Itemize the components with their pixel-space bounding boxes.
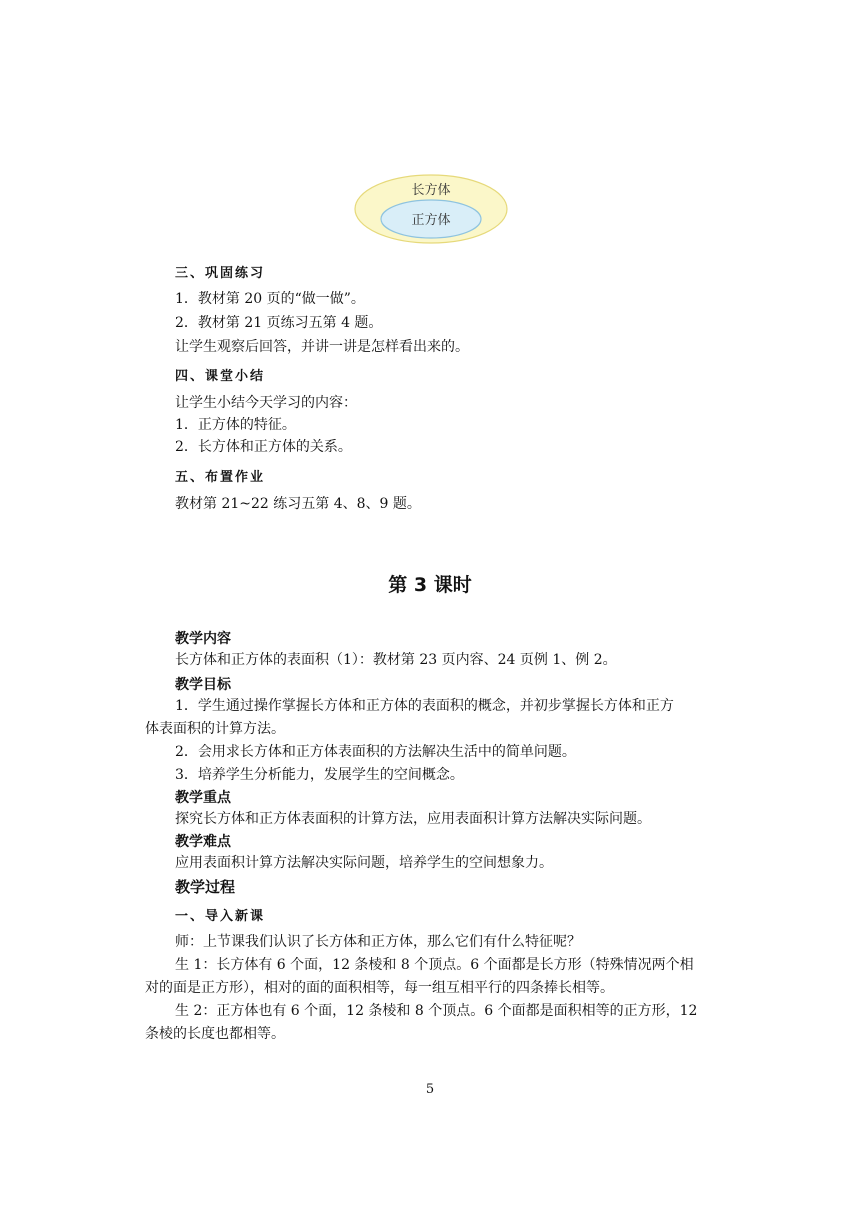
- lesson-title: 第 3 课时: [388, 574, 472, 596]
- student-1-line-1: 生 1：长方体有 6 个面，12 条棱和 8 个顶点。6 个面都是长方形（特殊情况两个相: [175, 957, 694, 973]
- student-1-line-2: 对的面是正方形），相对的面的面积相等，每一组互相平行的四条捧长相等。: [145, 980, 614, 996]
- cube-label: 正方体: [411, 213, 451, 228]
- summary-item-2: 1．正方体的特征。: [175, 417, 296, 433]
- content-heading: 教学内容: [175, 631, 231, 647]
- difficulty-text: 应用表面积计算方法解决实际问题，培养学生的空间想象力。: [175, 855, 553, 871]
- practice-item-3: 让学生观察后回答，并讲一讲是怎样看出来的。: [175, 339, 469, 355]
- goal-2: 2．会用求长方体和正方体表面积的方法解决生活中的简单问题。: [175, 744, 576, 760]
- process-heading: 教学过程: [175, 878, 236, 896]
- content-text: 长方体和正方体的表面积（1）：教材第 23 页内容、24 页例 1、例 2。: [175, 652, 617, 668]
- summary-item-1: 让学生小结今天学习的内容：: [175, 395, 357, 411]
- cuboid-label: 长方体: [411, 183, 451, 198]
- key-text: 探究长方体和正方体表面积的计算方法，应用表面积计算方法解决实际问题。: [175, 811, 651, 827]
- key-heading: 教学重点: [175, 790, 231, 806]
- summary-item-3: 2．长方体和正方体的关系。: [175, 439, 352, 455]
- student-2-line-1: 生 2：正方体也有 6 个面，12 条棱和 8 个顶点。6 个面都是面积相等的正方形，12: [175, 1003, 698, 1019]
- goal-3: 3．培养学生分析能力，发展学生的空间概念。: [175, 767, 464, 783]
- practice-item-1: 1．教材第 20 页的“做一做”。: [175, 291, 365, 307]
- practice-item-2: 2．教材第 21 页练习五第 4 题。: [175, 315, 383, 331]
- goals-heading: 教学目标: [175, 677, 231, 693]
- section-heading-homework: 五、布置作业: [175, 470, 266, 485]
- section-heading-practice: 三、巩固练习: [175, 266, 266, 281]
- cuboid-cube-relation-diagram: [352, 172, 510, 245]
- homework-item: 教材第 21~22 练习五第 4、8、9 题。: [175, 496, 421, 512]
- section-heading-intro: 一、导入新课: [175, 909, 266, 924]
- page-number: 5: [425, 1082, 435, 1097]
- section-heading-summary: 四、课堂小结: [175, 369, 266, 384]
- student-2-line-2: 条棱的长度也都相等。: [145, 1026, 285, 1042]
- goal-1-line-2: 体表面积的计算方法。: [145, 721, 285, 737]
- teacher-question: 师：上节课我们认识了长方体和正方体，那么它们有什么特征呢？: [175, 934, 581, 950]
- goal-1-line-1: 1．学生通过操作掌握长方体和正方体的表面积的概念，并初步掌握长方体和正方: [175, 698, 674, 714]
- difficulty-heading: 教学难点: [175, 834, 231, 850]
